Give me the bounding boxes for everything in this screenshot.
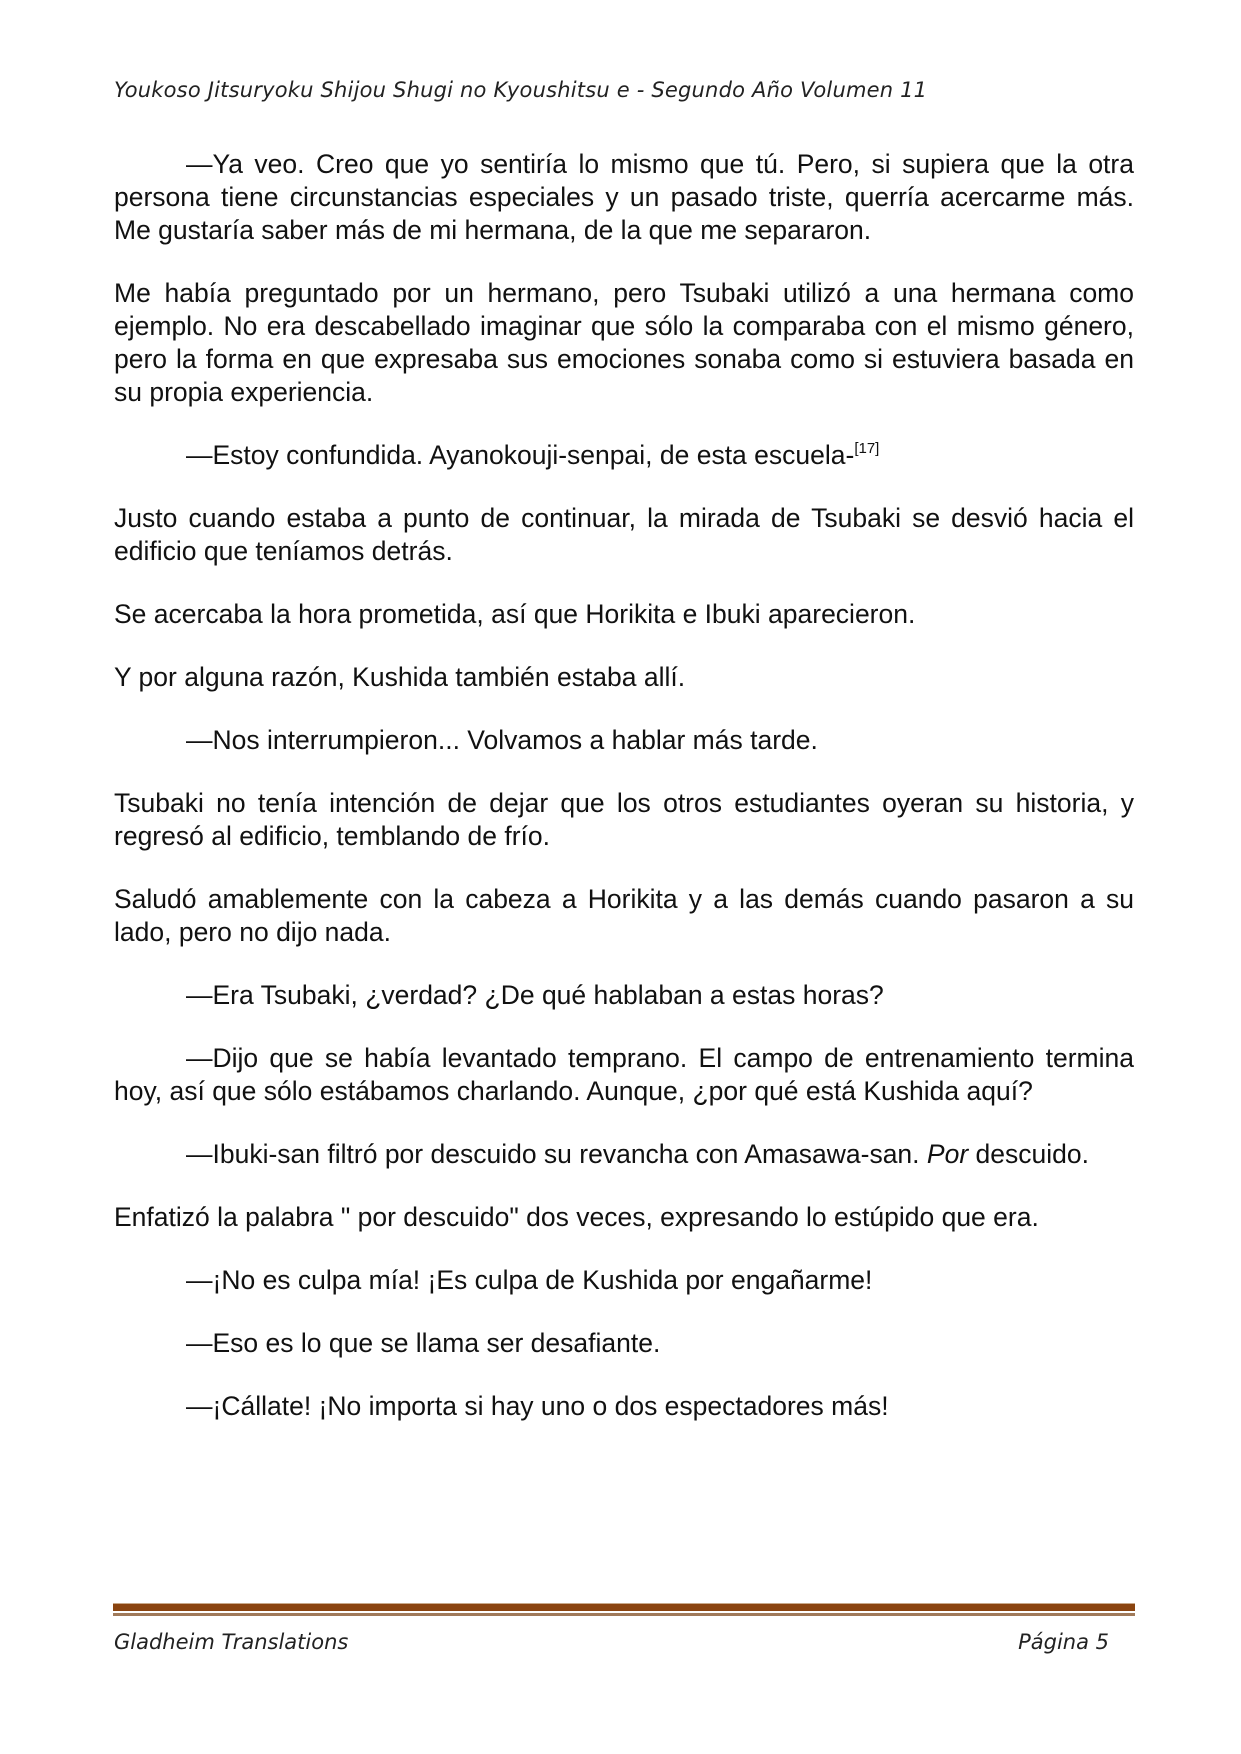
paragraph	[114, 598, 1134, 631]
paragraph-text: Se acercaba la hora prometida, así que Horikita e Ibuki aparecieron.	[114, 599, 916, 629]
paragraph	[114, 883, 1134, 949]
paragraph-text: descuido.	[968, 1139, 1089, 1169]
paragraph	[114, 148, 1134, 247]
page-number: Página 5	[1018, 1630, 1109, 1654]
paragraph-text: —Nos interrumpieron... Volvamos a hablar más tarde.	[186, 725, 818, 755]
paragraph-text: Enfatizó la palabra " por descuido" dos veces, expresando lo estúpido que era.	[114, 1202, 1039, 1232]
footer-publisher: Gladheim Translations	[114, 1630, 349, 1654]
paragraph	[114, 979, 1134, 1012]
paragraph-text: —Era Tsubaki, ¿verdad? ¿De qué hablaban a estas horas?	[186, 980, 884, 1010]
paragraph	[114, 1264, 1134, 1297]
paragraph-text: Saludó amablemente con la cabeza a Horikita y a las demás cuando pasaron a su lado, pero no dijo nada.	[114, 884, 1134, 947]
footnote-ref[interactable]: [17]	[854, 440, 880, 457]
paragraph	[114, 724, 1134, 757]
paragraph	[114, 1042, 1134, 1108]
emphasis-text: Por	[926, 1139, 969, 1169]
paragraph-text: Tsubaki no tenía intención de dejar que los otros estudiantes oyeran su historia, y regresó al edificio, temblando de frío.	[114, 788, 1134, 851]
paragraph-text: —Eso es lo que se llama ser desafiante.	[186, 1328, 661, 1358]
footer-divider	[113, 1604, 1135, 1613]
paragraph-text: Y por alguna razón, Kushida también estaba allí.	[114, 662, 686, 692]
paragraph	[114, 1201, 1134, 1234]
paragraph	[114, 439, 1134, 472]
paragraph-text: —Ibuki-san filtró por descuido su revancha con Amasawa-san.	[186, 1139, 927, 1169]
paragraph-text: —Dijo que se había levantado temprano. El campo de entrenamiento termina hoy, así que sólo estábamos charlando. Aunque, ¿por qué está Kushida aquí?	[114, 1043, 1134, 1106]
paragraph-text: Me había preguntado por un hermano, pero Tsubaki utilizó a una hermana como ejemplo. No era descabellado imaginar que sólo la comparaba con el mismo género, pero la forma en que expresaba sus emociones sonaba como si estuviera basada en su propia experiencia.	[114, 278, 1134, 407]
paragraph	[114, 502, 1134, 568]
paragraph	[114, 1327, 1134, 1360]
paragraph	[114, 661, 1134, 694]
paragraph	[114, 1138, 1134, 1171]
paragraph	[114, 277, 1134, 409]
running-header: Youkoso Jitsuryoku Shijou Shugi no Kyoushitsu e - Segundo Año Volumen 11	[114, 78, 928, 102]
paragraph	[114, 1390, 1134, 1423]
paragraph-text: —Ya veo. Creo que yo sentiría lo mismo que tú. Pero, si supiera que la otra persona tiene circunstancias especiales y un pasado triste, querría acercarme más. Me gustaría saber más de mi hermana, de la que me separaron.	[114, 149, 1134, 245]
page-body	[114, 148, 1134, 1453]
paragraph-text: —¡Cállate! ¡No importa si hay uno o dos espectadores más!	[186, 1391, 889, 1421]
paragraph-text: —¡No es culpa mía! ¡Es culpa de Kushida por engañarme!	[186, 1265, 873, 1295]
paragraph	[114, 787, 1134, 853]
paragraph-text: Justo cuando estaba a punto de continuar, la mirada de Tsubaki se desvió hacia el edificio que teníamos detrás.	[114, 503, 1134, 566]
paragraph-text: —Estoy confundida. Ayanokouji-senpai, de esta escuela-	[186, 440, 855, 470]
